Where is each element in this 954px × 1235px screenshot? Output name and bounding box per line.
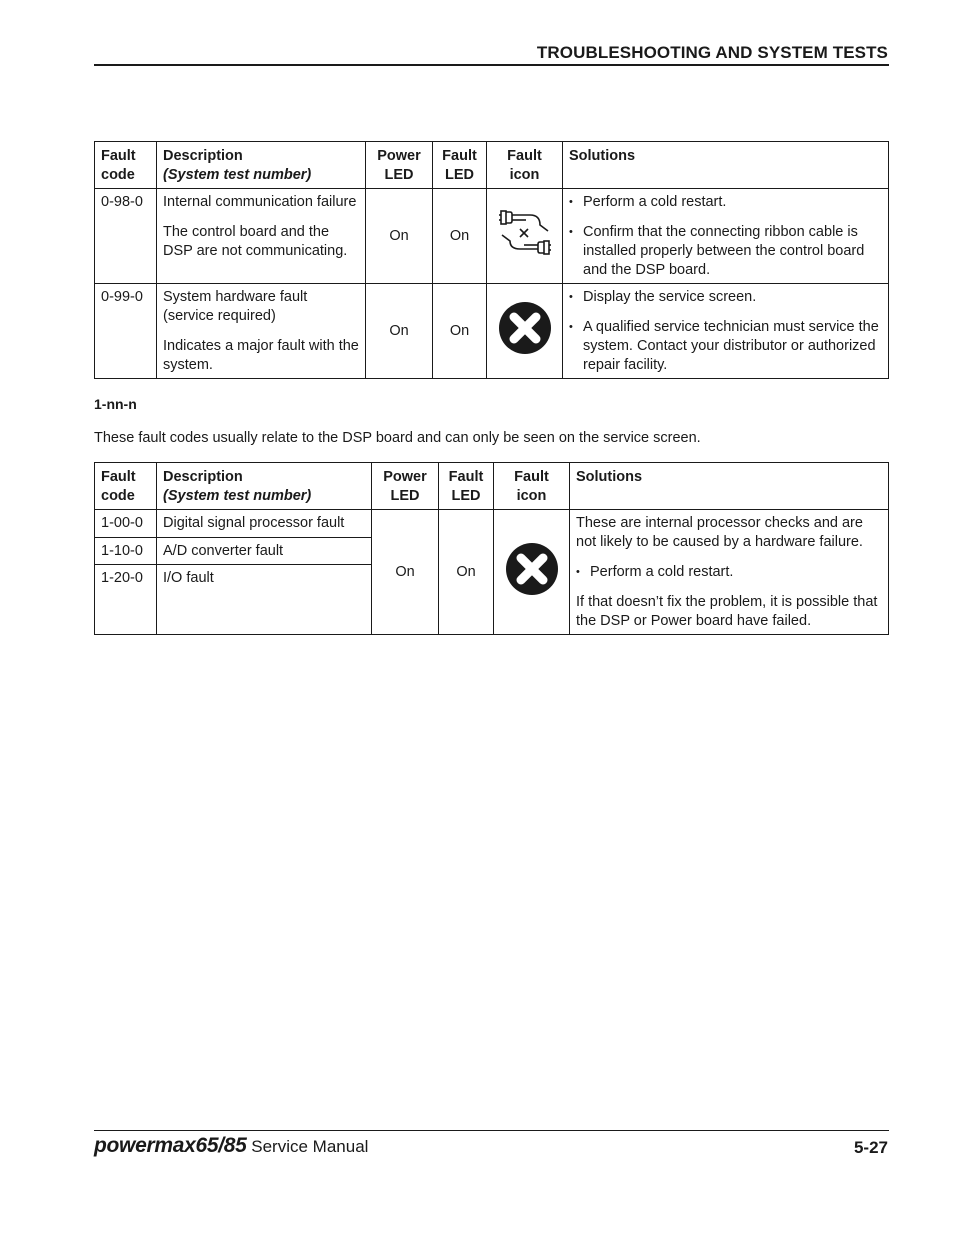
fault-code-cell: 1-20-0 (95, 565, 157, 635)
table-header-row (95, 142, 889, 189)
fault-table-0-series (94, 141, 889, 379)
solutions-cell: These are internal processor checks and are not likely to be caused by a hardware failure. • Perform a cold restart. If that doesn’t fix the problem, it is possible that the DSP or Power board have failed. (570, 510, 889, 635)
fault-led-cell: On (433, 189, 487, 284)
header-power-led: Power LED (372, 463, 439, 510)
power-led-cell: On (366, 284, 433, 379)
header-fault-led: Fault LED (433, 142, 487, 189)
header-fault-icon: Fault icon (494, 463, 570, 510)
header-fault-led: Fault LED (439, 463, 494, 510)
header-description: Description (System test number) (157, 142, 366, 189)
list-item: • Confirm that the connecting ribbon cable is installed properly between the control board and the DSP board. (569, 223, 882, 280)
fault-table-1-series (94, 462, 889, 635)
header-solutions: Solutions (570, 463, 889, 510)
fault-icon-cell (494, 510, 570, 635)
fault-led-cell: On (439, 510, 494, 635)
table-row (95, 510, 889, 538)
list-item: • Perform a cold restart. (576, 563, 882, 582)
page-number: 5-27 (853, 1138, 888, 1157)
description-cell: Digital signal processor fault (157, 510, 372, 538)
list-item: • Perform a cold restart. (569, 193, 882, 212)
fault-icon-cell (487, 284, 563, 379)
fault-code-cell: 1-00-0 (95, 510, 157, 538)
product-brand: powermax65/85 (94, 1134, 247, 1157)
list-item: • Display the service screen. (569, 288, 882, 307)
header-solutions: Solutions (563, 142, 889, 189)
header-fault-code: Fault code (95, 142, 157, 189)
header-description: Description (System test number) (157, 463, 372, 510)
footer-manual-title (94, 1134, 368, 1158)
power-led-cell: On (372, 510, 439, 635)
description-cell: Internal communication failure The control board and the DSP are not communicating. (157, 189, 366, 284)
fault-x-icon (497, 300, 553, 356)
fault-code-cell: 1-10-0 (95, 537, 157, 565)
table-row (95, 189, 889, 284)
header-fault-icon: Fault icon (487, 142, 563, 189)
table-header-row (95, 463, 889, 510)
header-divider (94, 64, 889, 66)
manual-name: Service Manual (251, 1137, 369, 1156)
description-cell: I/O fault (157, 565, 372, 635)
solutions-cell (563, 284, 889, 379)
fault-x-icon (504, 541, 560, 597)
fault-code-cell: 0-98-0 (95, 189, 157, 284)
description-cell: System hardware fault (service required) Indicates a major fault with the system. (157, 284, 366, 379)
power-led-cell: On (366, 189, 433, 284)
fault-icon-cell (487, 189, 563, 284)
header-power-led: Power LED (366, 142, 433, 189)
list-item: • A qualified service technician must service the system. Contact your distributor or authorized repair facility. (569, 318, 882, 375)
footer-divider (94, 1130, 889, 1131)
solutions-cell (563, 189, 889, 284)
communication-fault-icon (496, 203, 554, 263)
section-heading: 1-nn-n (94, 396, 137, 412)
description-cell: A/D converter fault (157, 537, 372, 565)
section-paragraph: These fault codes usually relate to the DSP board and can only be seen on the service screen. (94, 430, 701, 446)
header-fault-code: Fault code (95, 463, 157, 510)
table-row (95, 284, 889, 379)
fault-led-cell: On (433, 284, 487, 379)
fault-code-cell: 0-99-0 (95, 284, 157, 379)
page-header-title: TROUBLESHOOTING AND SYSTEM TESTS (536, 43, 888, 62)
